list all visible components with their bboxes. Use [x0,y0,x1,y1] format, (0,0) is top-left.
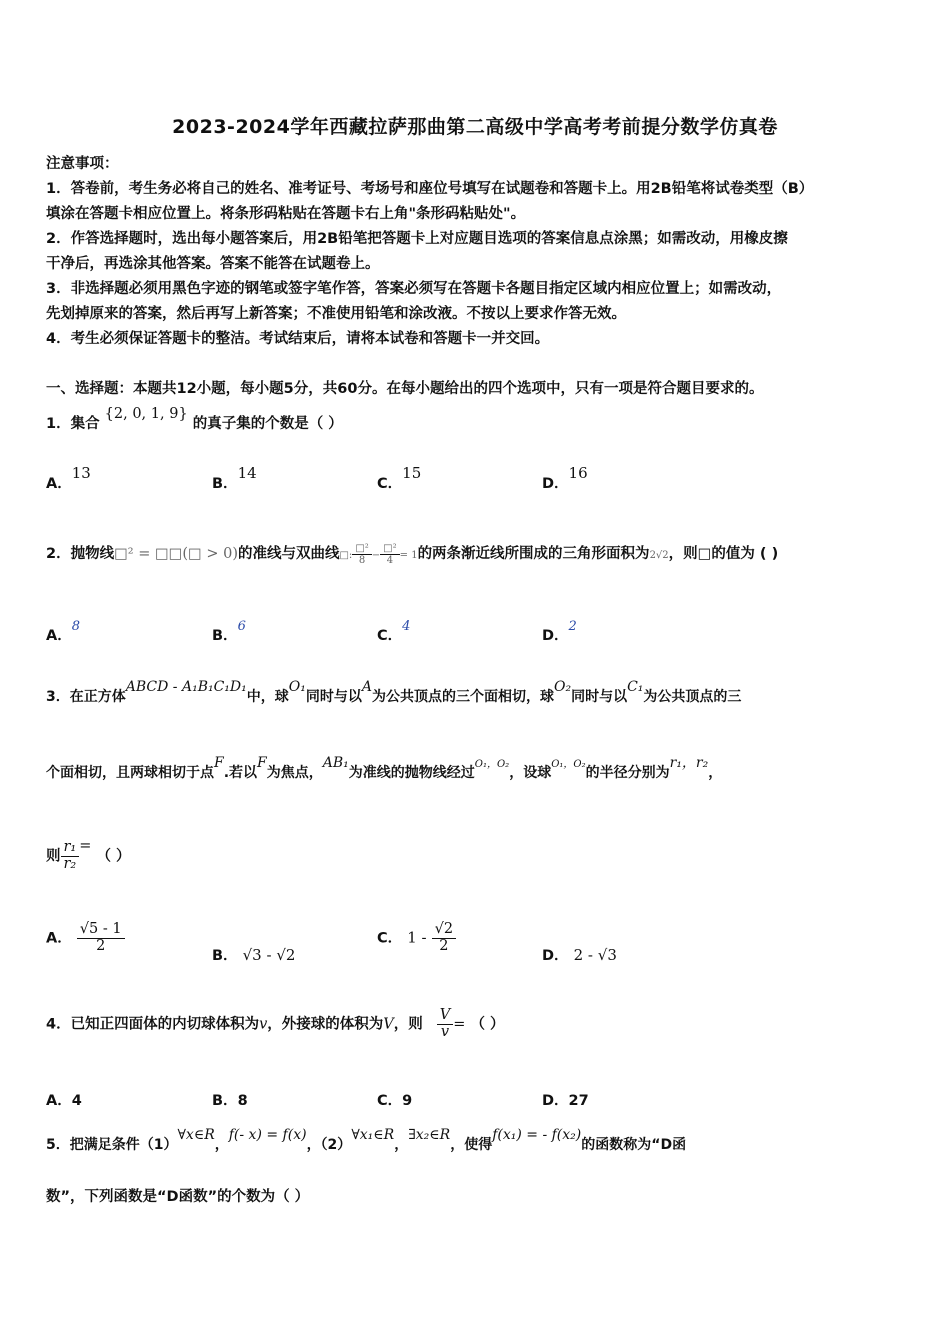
q3-text: 则 [46,848,61,865]
question-5-line-1 [46,1127,687,1154]
q4-V: V [383,1016,394,1033]
q3-option-d[interactable] [542,944,617,965]
q4-option-a[interactable] [46,1089,82,1110]
q3-text: 为公共顶点的三 [643,689,742,705]
q2-hyperbola-frac1: $\frac{\text{□²}}{8}$ [352,543,371,566]
q3-text: 的半径分别为 [585,765,670,781]
q1-option-c[interactable] [377,464,422,493]
q3-text: 个面相切，且两球相切于点 [46,765,214,781]
option-label: C． [377,930,403,947]
q3-f: F [257,755,267,771]
q3-c1: C₁ [627,679,644,695]
q4-option-c[interactable] [377,1089,412,1110]
option-pre: 1 - [407,928,427,947]
option-label: A． [46,930,72,947]
q5-cond3: ∀x₁∈R [351,1127,395,1143]
option-value: 27 [568,1093,589,1109]
question-5-line-2: 数”，下列函数是“D函数”的个数为（ ） [46,1189,310,1205]
q2-hyperbola-frac2: $\frac{\text{□²}}{4}$ [380,543,399,566]
q5-text: ， [214,1137,229,1153]
q3-o1o2: O₁，O₂ [474,759,510,770]
option-label: D． [542,1093,569,1109]
q4-fraction: $\frac{V}{v}$ [437,1008,453,1041]
q3-o2: O₂ [553,679,572,695]
notice-item-1a: 1．答卷前，考生务必将自己的姓名、准考证号、考场号和座位号填写在试题卷和答题卡上。用2B铅笔将试卷类型（B） [46,181,814,197]
q4-text: ，外接球的体积为 [267,1016,384,1033]
page-title: 2023-2024学年西藏拉萨那曲第二高级中学高考考前提分数学仿真卷 [172,116,778,138]
q3-option-c[interactable] [377,922,456,955]
q1-suffix: 的真子集的个数是（ ） [192,416,343,432]
q3-text: 为焦点， [266,765,323,781]
option-label: A． [46,628,72,644]
q3-ratio: $\frac{\text{r₁}}{\text{r₂}}$ [61,840,80,873]
q3-option-b[interactable] [212,944,295,965]
q1-set: {2, 0, 1, 9} [104,406,188,422]
q4-text: 4．已知正四面体的内切球体积为 [46,1016,260,1033]
q3-ab1: AB₁ [322,755,349,771]
q3-text: 为准线的抛物线经过 [348,765,475,781]
q3-f: F [214,755,224,771]
option-value: 8 [71,619,81,634]
q4-paren: （ ） [470,1016,505,1033]
option-label: B． [212,948,238,964]
q4-option-b[interactable] [212,1089,248,1110]
q1-option-b[interactable] [212,464,257,493]
q3-option-a[interactable] [46,922,125,955]
q1-option-a[interactable] [46,464,91,493]
q3-text: .若以 [223,765,258,781]
option-label: D． [542,476,569,492]
question-3-line-2 [46,755,723,782]
option-value: 2 - √3 [573,946,617,964]
question-1 [46,406,343,433]
option-value: 9 [402,1093,413,1109]
q2-rhs: = 1 [399,550,418,561]
q2-option-b[interactable] [212,619,246,645]
q5-cond1: ∀x∈R [177,1127,215,1143]
q2-mid1: 的准线与双曲线 [237,546,340,562]
q3-text: 3．在正方体 [46,689,126,705]
q2-parabola: □² = □□(□ > 0) [114,546,238,562]
option-label: A． [46,476,72,492]
q4-option-d[interactable] [542,1089,589,1110]
q4-eq: = [453,1016,466,1033]
notice-item-1b: 填涂在答题卡相应位置上。将条形码粘贴在答题卡右上角"条形码粘贴处"。 [46,206,526,222]
notice-item-2a: 2．作答选择题时，选出每小题答案后，用2B铅笔把答题卡上对应题目选项的答案信息点涂黑；如需改动，用橡皮擦 [46,231,788,247]
q2-hyperbola-prefix: □: [339,550,353,561]
section-heading: 一、选择题：本题共12小题，每小题5分，共60分。在每小题给出的四个选项中，只有一项是符合题目要求的。 [46,381,764,397]
question-3-line-1 [46,679,742,706]
option-value: 15 [402,464,422,482]
option-label: B． [212,628,238,644]
option-label: D． [542,628,569,644]
q2-option-c[interactable] [377,619,411,645]
q2-option-a[interactable] [46,619,81,645]
question-3-line-3 [46,840,131,873]
q5-text: 5．把满足条件（1） [46,1137,178,1153]
q5-cond4: ∃x₂∈R [408,1127,451,1143]
notice-item-2b: 干净后，再选涂其他答案。答案不能答在试题卷上。 [46,256,380,272]
option-label: B． [212,1093,238,1109]
q3-a: A [361,679,372,695]
q5-text: 的函数称为“D函 [581,1137,687,1153]
q2-mid2: 的两条渐近线所围成的三角形面积为 [417,546,650,562]
q5-text: ，（2） [306,1137,352,1153]
q5-cond2: f(- x) = f(x) [228,1127,307,1143]
option-label: C． [377,1093,403,1109]
q5-cond5: f(x₁) = - f(x₂) [492,1127,582,1143]
q2-minus: − [371,550,381,561]
q3-text: 同时与以 [571,689,628,705]
option-value: 14 [237,464,257,482]
notice-item-3b: 先划掉原来的答案，然后再写上新答案；不准使用铅笔和涂改液。不按以上要求作答无效。 [46,306,626,322]
notice-item-3a: 3．非选择题必须用黑色字迹的钢笔或签字笔作答，答案必须写在答题卡各题目指定区域内相应位置上；如需改动， [46,281,782,297]
option-value: 2 [568,619,577,634]
option-label: B． [212,476,238,492]
option-fraction: $\frac{√2}{2}$ [432,922,456,955]
q5-text: ，使得 [450,1137,493,1153]
q3-eq: = [79,838,92,855]
option-fraction: $\frac{√5 - 1}{2}$ [77,922,125,955]
option-value: 6 [237,619,246,634]
option-value: 4 [71,1093,82,1109]
q4-text: ，则 [393,1016,423,1033]
q2-suffix: ，则□的值为 ( ) [668,546,779,562]
q2-prefix: 2．抛物线 [46,546,115,562]
q5-text: ， [394,1137,409,1153]
q1-prefix: 1．集合 [46,416,100,432]
notice-heading: 注意事项： [46,156,119,172]
q3-o1: O₁ [288,679,306,695]
q1-option-d[interactable] [542,464,588,493]
option-value: √3 - √2 [242,946,296,964]
option-label: C． [377,628,403,644]
option-value: 16 [568,464,588,482]
q3-text: ，设球 [509,765,552,781]
option-value: 4 [402,619,411,634]
q3-text: ， [708,765,723,781]
q3-text: 同时与以 [305,689,362,705]
q3-text: 为公共顶点的三个面相切，球 [371,689,554,705]
q3-paren: （ ） [96,848,131,865]
q3-cube: ABCD - A₁B₁C₁D₁ [125,679,247,695]
q4-v: v [259,1016,268,1033]
q2-option-d[interactable] [542,619,577,645]
option-label: D． [542,948,569,964]
q2-area: 2√2 [649,550,669,561]
option-label: C． [377,476,403,492]
question-2 [46,542,778,566]
q3-text: 中，球 [246,689,289,705]
option-value: 8 [237,1093,248,1109]
notice-item-4: 4．考生必须保证答题卡的整洁。考试结束后，请将本试卷和答题卡一并交回。 [46,331,550,347]
q3-o1o2: O₁，O₂ [551,759,586,770]
q3-r1r2: r₁，r₂ [669,755,709,771]
option-label: A． [46,1093,72,1109]
question-4 [46,1008,505,1041]
option-value: 13 [71,464,91,482]
